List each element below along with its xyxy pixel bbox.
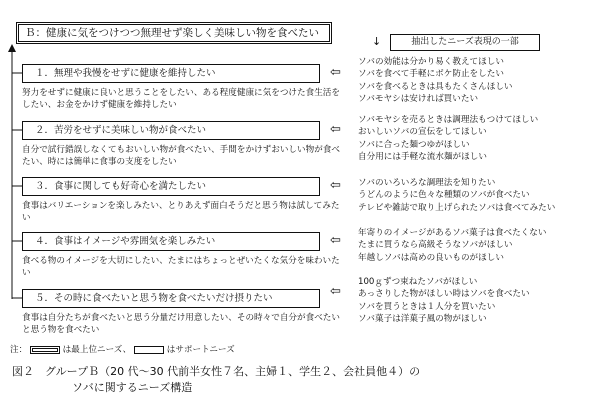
expression-list-4	[358, 227, 546, 264]
expression-item: テレビや雑誌で取り上げられたソバは食べてみたい	[358, 202, 556, 213]
legend-note	[10, 344, 235, 356]
support-need-label-2: ２．苦労をせずに美味しい物が食べたい	[35, 125, 207, 136]
expression-item: ソバに合った麺つゆがほしい	[358, 139, 470, 150]
expression-item: たまに買うなら高級そうなソバがほしい	[358, 240, 513, 251]
expression-item: うどんのように色々な種類のソバが食べたい	[358, 190, 530, 201]
expression-list-2	[358, 114, 538, 163]
support-need-box-1	[22, 64, 320, 83]
expression-list-1	[358, 56, 513, 105]
expression-item: 自分用には手軽な流水麺がほしい	[358, 151, 487, 162]
top-level-need-text: Ｂ：健康に気をつけつつ無理せず楽しく美味しい物を食べたい	[25, 27, 319, 39]
support-need-box-4	[22, 232, 320, 251]
support-need-description-1: 努力をせずに健康に良いと思うことをしたい、ある程度健康に気をつけた食生活をしたい、お金をかけず健康を維持したい	[22, 88, 340, 110]
expression-item: ソバ菓子は洋菓子風の物がほしい	[358, 313, 487, 324]
expression-item: ソバモヤシは安ければ買いたい	[358, 93, 479, 104]
expression-item: ソバモヤシを売るときは調理法もつけてほしい	[358, 115, 539, 125]
expression-item: ソバの効能は分かり易く教えてほしい	[358, 57, 504, 67]
expression-item: ソバを食べて手軽にボケ防止をしたい	[358, 69, 504, 80]
expression-item: おいしいソバの宣伝をしてほしい	[358, 127, 487, 138]
left-arrow-icon-2: ⇦	[330, 122, 341, 137]
note-prefix: 注：	[10, 345, 28, 355]
expression-list-5	[358, 276, 530, 325]
expression-item: ソバのいろいろな調理法を知りたい	[358, 178, 496, 188]
expression-item: あっさりした物がほしい時はソバを食べたい	[358, 289, 530, 300]
extracted-expressions-header	[390, 34, 540, 51]
note-support-text: はサポートニーズ	[166, 345, 235, 355]
expression-item: 100ｇずつ束ねたソバがほしい	[358, 277, 478, 287]
caption-line-2: ソバに関するニーズ構造	[72, 381, 193, 394]
expression-item: 年越しソバは高めの良いものがほしい	[358, 252, 504, 263]
support-need-description-3: 食事はバリエーションを楽しみたい、とりあえず面白そうだと思う物は試してみたい	[22, 201, 340, 223]
support-need-description-2: 自分で試行錯誤しなくてもおいしい物が食べたい、手間をかけずおいしい物が食べたい、時には簡単に食事の支度をしたい	[22, 145, 340, 167]
left-arrow-icon-5: ⇦	[330, 284, 341, 299]
top-level-need-box	[16, 22, 332, 44]
legend-top-level-swatch	[30, 346, 60, 354]
figure-caption	[12, 364, 420, 396]
expression-item: 年寄りのイメージがあるソバ菓子は食べたくない	[358, 228, 547, 238]
left-arrow-icon-4: ⇦	[330, 233, 341, 248]
support-need-description-5: 食事は自分たちが食べたいと思う分量だけ用意したい、その時々で自分が食べたいと思う物を食べたい	[22, 313, 340, 335]
caption-line-1: 図２ グループＢ（20 代～30 代前半女性７名、主婦１、学生２、会社員他４）の	[12, 365, 421, 378]
support-need-box-5	[22, 289, 320, 308]
extracted-expressions-header-text: 抽出したニーズ表現の一部	[411, 37, 519, 47]
support-need-label-4: ４．食事はイメージや雰囲気を楽しみたい	[35, 236, 216, 247]
expression-item: ソバを買うときは１人分を買いたい	[358, 301, 496, 312]
support-need-label-5: ５．その時に食べたいと思う物を食べたいだけ摂りたい	[35, 293, 273, 304]
legend-support-swatch	[134, 346, 164, 354]
expression-item: ソバを食べるときは具もたくさんほしい	[358, 81, 513, 92]
down-arrow-icon: ↓	[372, 35, 382, 48]
support-need-box-2	[22, 121, 320, 140]
note-top-level-text: は最上位ニーズ、	[62, 345, 132, 355]
expression-list-3	[358, 177, 555, 214]
left-arrow-icon-1: ⇦	[330, 65, 341, 80]
support-need-description-4: 食べる物のイメージを大切にしたい、たまにはちょっとぜいたくな気分を味わいたい	[22, 256, 340, 278]
support-need-box-3	[22, 177, 320, 196]
left-arrow-icon-3: ⇦	[330, 178, 341, 193]
support-need-label-3: ３．食事に関しても好奇心を満たしたい	[35, 181, 207, 192]
support-need-label-1: １．無理や我慢をせずに健康を維持したい	[35, 68, 216, 79]
